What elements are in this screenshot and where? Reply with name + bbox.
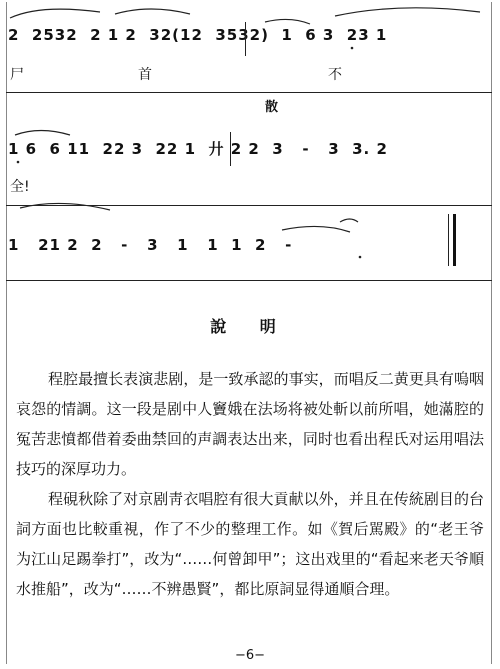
- tempo-mark: 散: [265, 100, 279, 115]
- score-line-3: 1 21 2 2 - 3 1 1 1 2 -: [8, 236, 293, 254]
- paragraph: 程硯秋除了对京剧靑衣唱腔有很大貢献以外，并且在传統剧目的台詞方面也比較重視，作了不少的整理工作。如《賀后駡殿》的“老王爷为江山足踢拳打”，改为“……何曾卸甲”；这出戏里的“看起来老天爷順水推船”，改为“……不辨愚賢”，都比原詞显得通順合理。: [16, 490, 484, 598]
- music-score: [0, 0, 500, 300]
- lyric: 不: [328, 67, 342, 83]
- staff-rule: [6, 92, 492, 93]
- bar-line: [448, 214, 449, 266]
- staff-rule: [6, 280, 492, 281]
- bar-line: [245, 22, 246, 56]
- final-bar-line: [453, 214, 456, 266]
- lyric: 首: [138, 67, 152, 83]
- page-number: −6−: [234, 648, 266, 663]
- paragraph: 程腔最擅长表演悲剧，是一致承認的事实，而唱反二黄更具有嗚咽哀怨的情調。这一段是剧中人竇娥在法场将被处斬以前所唱，她滿腔的冤苦悲憤都借着委曲禁回的声調表达出来，同时也看出程氏对运用唱法技巧的深厚功力。: [16, 370, 484, 478]
- section-title: 說 明: [210, 317, 290, 336]
- bar-line: [230, 132, 231, 166]
- lyric: 尸: [10, 67, 24, 83]
- staff-rule: [6, 205, 492, 206]
- score-line-1: 2 2532 2 1 2 32(12 3532) 1 6 3 23 1: [8, 26, 388, 44]
- score-line-2: 1 6 6 11 22 3 22 1 廾 2 2 3 - 3 3. 2: [8, 140, 388, 158]
- lyric: 全!: [10, 179, 30, 195]
